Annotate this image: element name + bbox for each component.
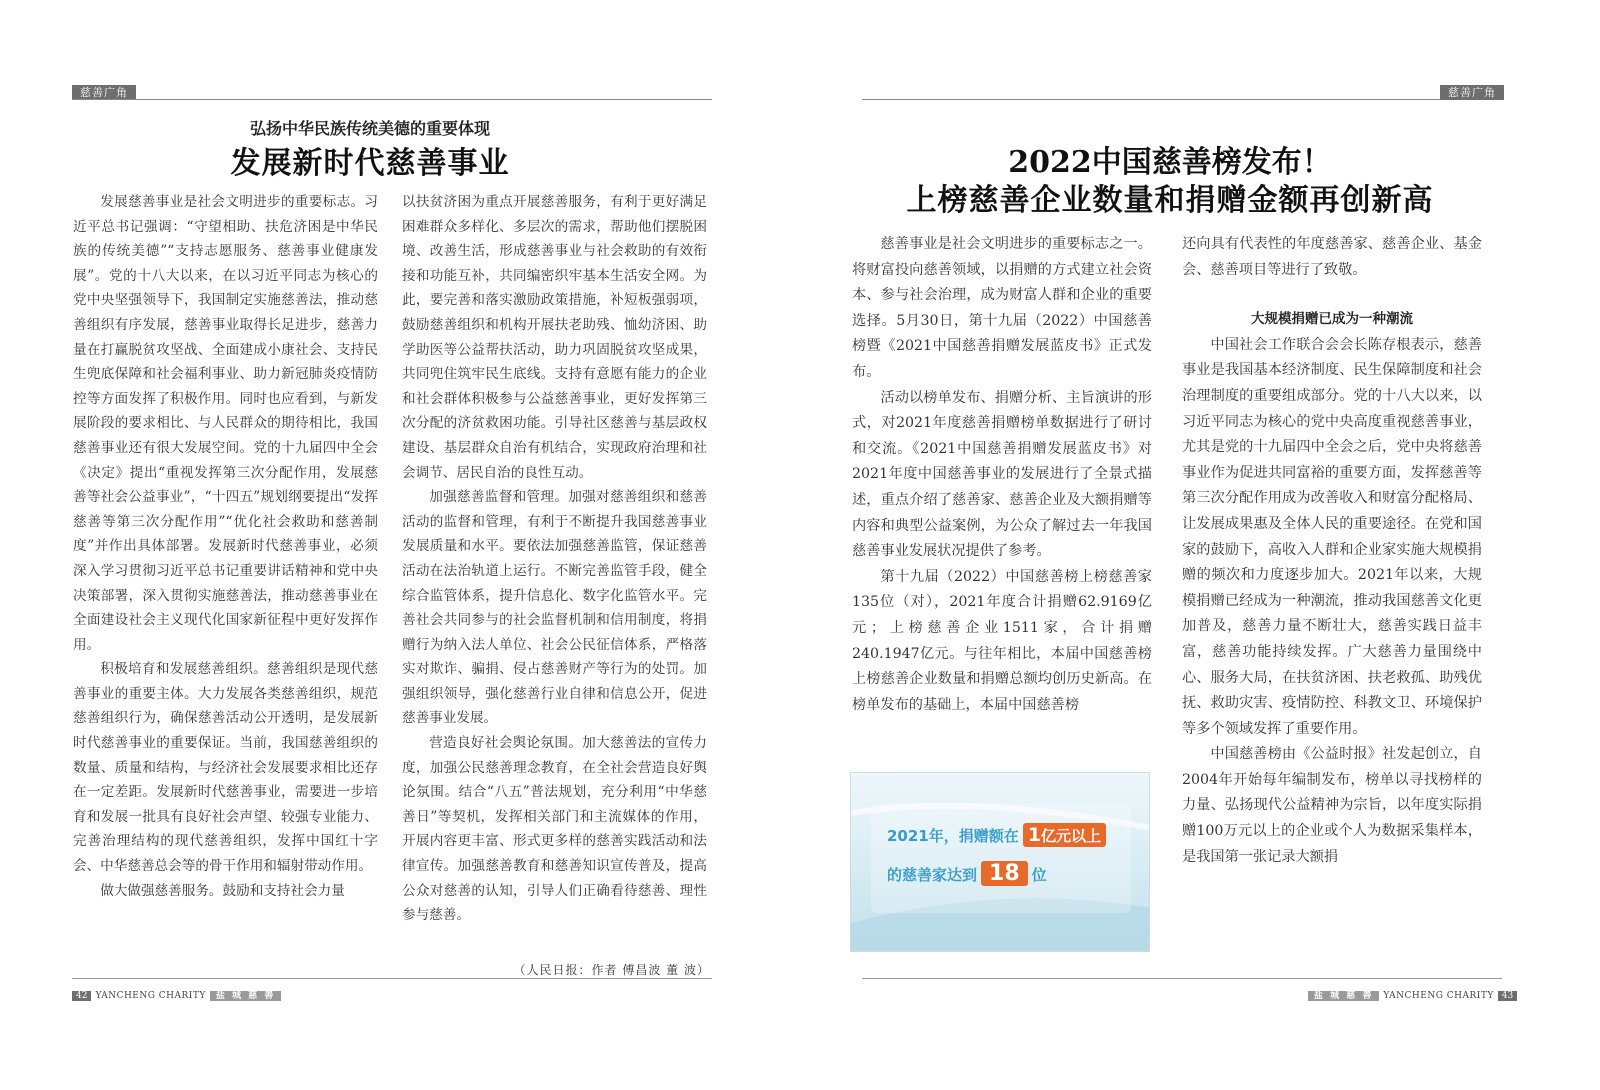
infographic-line1 xyxy=(887,823,1106,847)
paragraph: 活动以榜单发布、捐赠分析、主旨演讲的形式，对2021年度慈善捐赠榜单数据进行了研讨和交流。《2021中国慈善捐赠发展蓝皮书》对2021年度中国慈善事业的发展进行了全景式描述，重点介绍了慈善家、慈善企业及大额捐赠等内容和典型公益案例，为公众了解过去一年我国慈善事业发展状况提供了参考。 xyxy=(852,389,1152,560)
paragraph: 慈善事业是社会文明进步的重要标志之一。将财富投向慈善领域，以捐赠的方式建立社会资本、参与社会治理，成为财富人群和企业的重要选择。5月30日，第十九届（2022）中国慈善榜暨《2021中国慈善捐赠发展蓝皮书》正式发布。 xyxy=(852,236,1152,380)
paragraph: 积极培育和发展慈善组织。慈善组织是现代慈善事业的重要主体。大力发展各类慈善组织，规范慈善组织行为，确保慈善活动公开透明，是发展新时代慈善事业的重要保证。当前，我国慈善组织的数量、质量和结构，与经济社会发展要求相比还存在一定差距。发展新时代慈善事业，需要进一步培育和发展一批具有良好社会声望、较强专业能力、完善治理结构的现代慈善组织，发挥中国红十字会、中华慈善总会等的骨干作用和辐射带动作用。 xyxy=(73,661,378,875)
page-footer xyxy=(72,990,281,1003)
infographic-image xyxy=(850,772,1150,952)
page-number: 42 xyxy=(72,991,91,1001)
section-tab: 慈善广角 xyxy=(72,85,136,100)
infographic-text: 2021年，捐赠额在 xyxy=(887,827,1019,845)
page-number: 43 xyxy=(1498,991,1517,1001)
infographic-line2 xyxy=(887,861,1047,886)
infographic-text: 的慈善家达到 xyxy=(887,866,978,884)
article-title-line1: 2022中国慈善榜发布！ xyxy=(1008,145,1332,180)
footer-magazine-cn: 盐 城 慈 善 xyxy=(210,991,281,1001)
paragraph: 营造良好社会舆论氛围。加大慈善法的宣传力度，加强公民慈善理念教育，在全社会营造良好舆论氛围。结合“八五”普法规划，充分利用“中华慈善日”等契机，发挥相关部门和主流媒体的作用，开展内容更丰富、形式更多样的慈善实践活动和法律宣传。加强慈善教育和慈善知识宣传普及，提高公众对慈善的认知，引导人们正确看待慈善、理性参与慈善。 xyxy=(402,735,707,924)
section-subhead: 大规模捐赠已成为一种潮流 xyxy=(1251,311,1413,328)
article-subtitle: 弘扬中华民族传统美德的重要体现 xyxy=(249,119,490,138)
paragraph: 做大做强慈善服务。鼓励和支持社会力量 xyxy=(100,882,345,899)
footer-magazine-cn: 盐 城 慈 善 xyxy=(1308,991,1379,1001)
paragraph: 中国社会工作联合会会长陈存根表示，慈善事业是我国基本经济制度、民生保障制度和社会治理制度的重要组成部分。党的十八大以来，以习近平同志为核心的党中央高度重视慈善事业，尤其是党的十九届四中全会之后，党中央将慈善事业作为促进共同富裕的重要方面，发挥慈善等第三次分配作用成为改善收入和财富分配格局、让发展成果惠及全体人民的重要途径。在党和国家的鼓励下，高收入人群和企业家实施大规模捐赠的频次和力度逐步加大。2021年以来，大规模捐赠已经成为一种潮流，推动我国慈善文化更加普及，慈善力量不断壮大，慈善实践日益丰富，慈善功能持续发挥。广大慈善力量围绕中心、服务大局，在扶贫济困、扶老救孤、助残优抚、救助灾害、疫情防控、科教文卫、环境保护等多个领域发挥了重要作用。 xyxy=(1182,336,1482,737)
header-rule xyxy=(862,99,1502,100)
footer-rule xyxy=(72,978,712,979)
text-column-1 xyxy=(852,232,1152,718)
text-column-2 xyxy=(1182,232,1482,870)
paragraph: 还向具有代表性的年度慈善家、慈善企业、基金会、慈善项目等进行了致敬。 xyxy=(1182,236,1482,278)
paragraph: 加强慈善监督和管理。加强对慈善组织和慈善活动的监督和管理，有利于不断提升我国慈善事业发展质量和水平。要依法加强慈善监管，保证慈善活动在法治轨道上运行。不断完善监管手段，健全综合监管体系，提升信息化、数字化监管水平。完善社会共同参与的社会监督机制和信用制度，将捐赠行为纳入法人单位、社会公民征信体系，严格落实对欺诈、骗捐、侵占慈善财产等行为的处罚。加强组织领导，强化慈善行业自律和信息公开，促进慈善事业发展。 xyxy=(402,489,707,727)
page-footer xyxy=(1308,990,1517,1003)
text-column-1 xyxy=(73,190,378,903)
count-badge: 18 xyxy=(981,861,1028,886)
article-title: 发展新时代慈善事业 xyxy=(230,146,510,181)
text-column-2 xyxy=(402,190,707,928)
right-page xyxy=(800,0,1600,1090)
article-title-line2: 上榜慈善企业数量和捐赠金额再创新高 xyxy=(906,183,1434,218)
footer-magazine-en: YANCHENG CHARITY xyxy=(95,991,206,1001)
paragraph: 第十九届（2022）中国慈善榜上榜慈善家135位（对），2021年度合计捐赠62.9169亿元；上榜慈善企业1511家，合计捐赠240.1947亿元。与往年相比，本届中国慈善榜上榜慈善企业数量和捐赠总额均创历史新高。在榜单发布的基础上，本届中国慈善榜 xyxy=(852,568,1152,713)
section-tab: 慈善广角 xyxy=(1440,85,1504,100)
article-source: （人民日报：作者 傅昌波 董 波） xyxy=(513,963,710,977)
paragraph: 中国慈善榜由《公益时报》社发起创立，自2004年开始每年编制发布，榜单以寻找榜样的力量、弘扬现代公益精神为宗旨，以年度实际捐赠100万元以上的企业或个人为数据采集样本，是我国第一张记录大额捐 xyxy=(1182,746,1482,865)
amount-badge: 1亿元以上 xyxy=(1023,823,1106,847)
header-rule xyxy=(72,99,712,100)
paragraph: 发展慈善事业是社会文明进步的重要标志。习近平总书记强调：“守望相助、扶危济困是中华民族的传统美德”“支持志愿服务、慈善事业健康发展”。党的十八大以来，在以习近平同志为核心的党中央坚强领导下，我国制定实施慈善法，推动慈善组织有序发展，慈善事业取得长足进步，慈善力量在打赢脱贫攻坚战、全面建成小康社会、支持民生兜底保障和社会福利事业、助力新冠肺炎疫情防控等方面发挥了积极作用。同时也应看到，与新发展阶段的要求相比、与人民群众的期待相比，我国慈善事业还有很大发展空间。党的十九届四中全会《决定》提出“重视发挥第三次分配作用，发展慈善等社会公益事业”，“十四五”规划纲要提出“发挥慈善等第三次分配作用”“优化社会救助和慈善制度”并作出具体部署。发展新时代慈善事业，必须深入学习贯彻习近平总书记重要讲话精神和党中央决策部署，深入贯彻实施慈善法，推动慈善事业在全面建设社会主义现代化国家新征程中更好发挥作用。 xyxy=(73,194,378,653)
footer-magazine-en: YANCHENG CHARITY xyxy=(1383,991,1494,1001)
footer-rule xyxy=(862,978,1502,979)
paragraph: 以扶贫济困为重点开展慈善服务，有利于更好满足困难群众多样化、多层次的需求，帮助他们摆脱困境、改善生活，形成慈善事业与社会救助的有效衔接和功能互补，共同编密织牢基本生活安全网。为此，要完善和落实激励政策措施，补短板强弱项，鼓励慈善组织和机构开展扶老助残、恤幼济困、助学助医等公益帮扶活动，助力巩固脱贫攻坚成果，共同兜住筑牢民生底线。支持有意愿有能力的企业和社会群体积极参与公益慈善事业，更好发挥第三次分配的济贫救困功能。引导社区慈善与基层政权建设、基层群众自治有机结合，实现政府治理和社会调节、居民自治的良性互动。 xyxy=(402,194,707,481)
infographic-text: 位 xyxy=(1031,866,1047,884)
